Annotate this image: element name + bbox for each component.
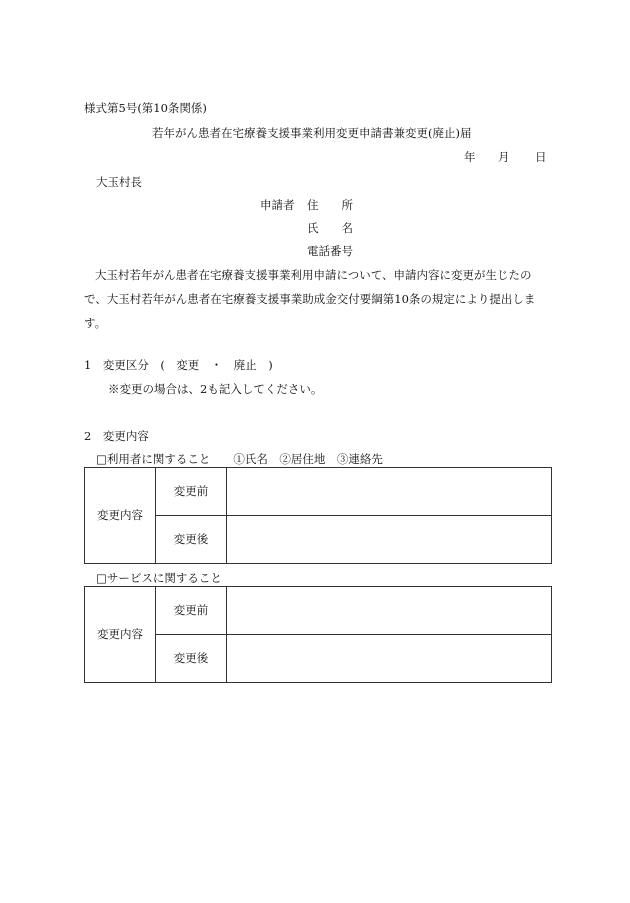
before-label: 変更前 (156, 587, 227, 635)
before-value-field[interactable] (227, 468, 552, 516)
before-value-field[interactable] (227, 587, 552, 635)
table-header-cell: 変更内容 (85, 587, 156, 683)
address-label: 住 所 (307, 198, 353, 212)
date-year: 年 (464, 150, 476, 164)
after-value-field[interactable] (227, 516, 552, 564)
body-text: 大玉村若年がん患者在宅療養支援事業利用申請について、申請内容に変更が生じたので、大玉村若年がん患者在宅療養支援事業助成金交付要綱第10条の規定により提出します。 (84, 268, 536, 330)
form-number: 様式第5号(第10条関係) (84, 101, 207, 115)
table-header-cell: 変更内容 (85, 468, 156, 564)
date-day: 日 (535, 150, 547, 164)
section1-note: ※変更の場合は、2も記入してください。 (108, 382, 323, 396)
form-title: 若年がん患者在宅療養支援事業利用変更申請書兼変更(廃止)届 (152, 126, 472, 140)
addressee: 大玉村長 (96, 175, 142, 189)
section2-heading: 2 変更内容 (84, 429, 149, 443)
service-checkbox-label: □サービスに関すること (96, 571, 222, 585)
user-change-table (84, 467, 552, 564)
section1-heading: 1 変更区分 ( 変更 ・ 廃止 ) (84, 358, 273, 372)
name-label: 氏 名 (307, 221, 353, 235)
before-label: 変更前 (156, 468, 227, 516)
applicant-label: 申請者 (260, 198, 295, 212)
after-label: 変更後 (156, 516, 227, 564)
after-label: 変更後 (156, 635, 227, 683)
user-checkbox-label: □利用者に関すること ①氏名 ②居住地 ③連絡先 (96, 452, 383, 466)
date-month: 月 (498, 150, 510, 164)
phone-label: 電話番号 (307, 244, 353, 258)
after-value-field[interactable] (227, 635, 552, 683)
service-change-table (84, 586, 552, 683)
